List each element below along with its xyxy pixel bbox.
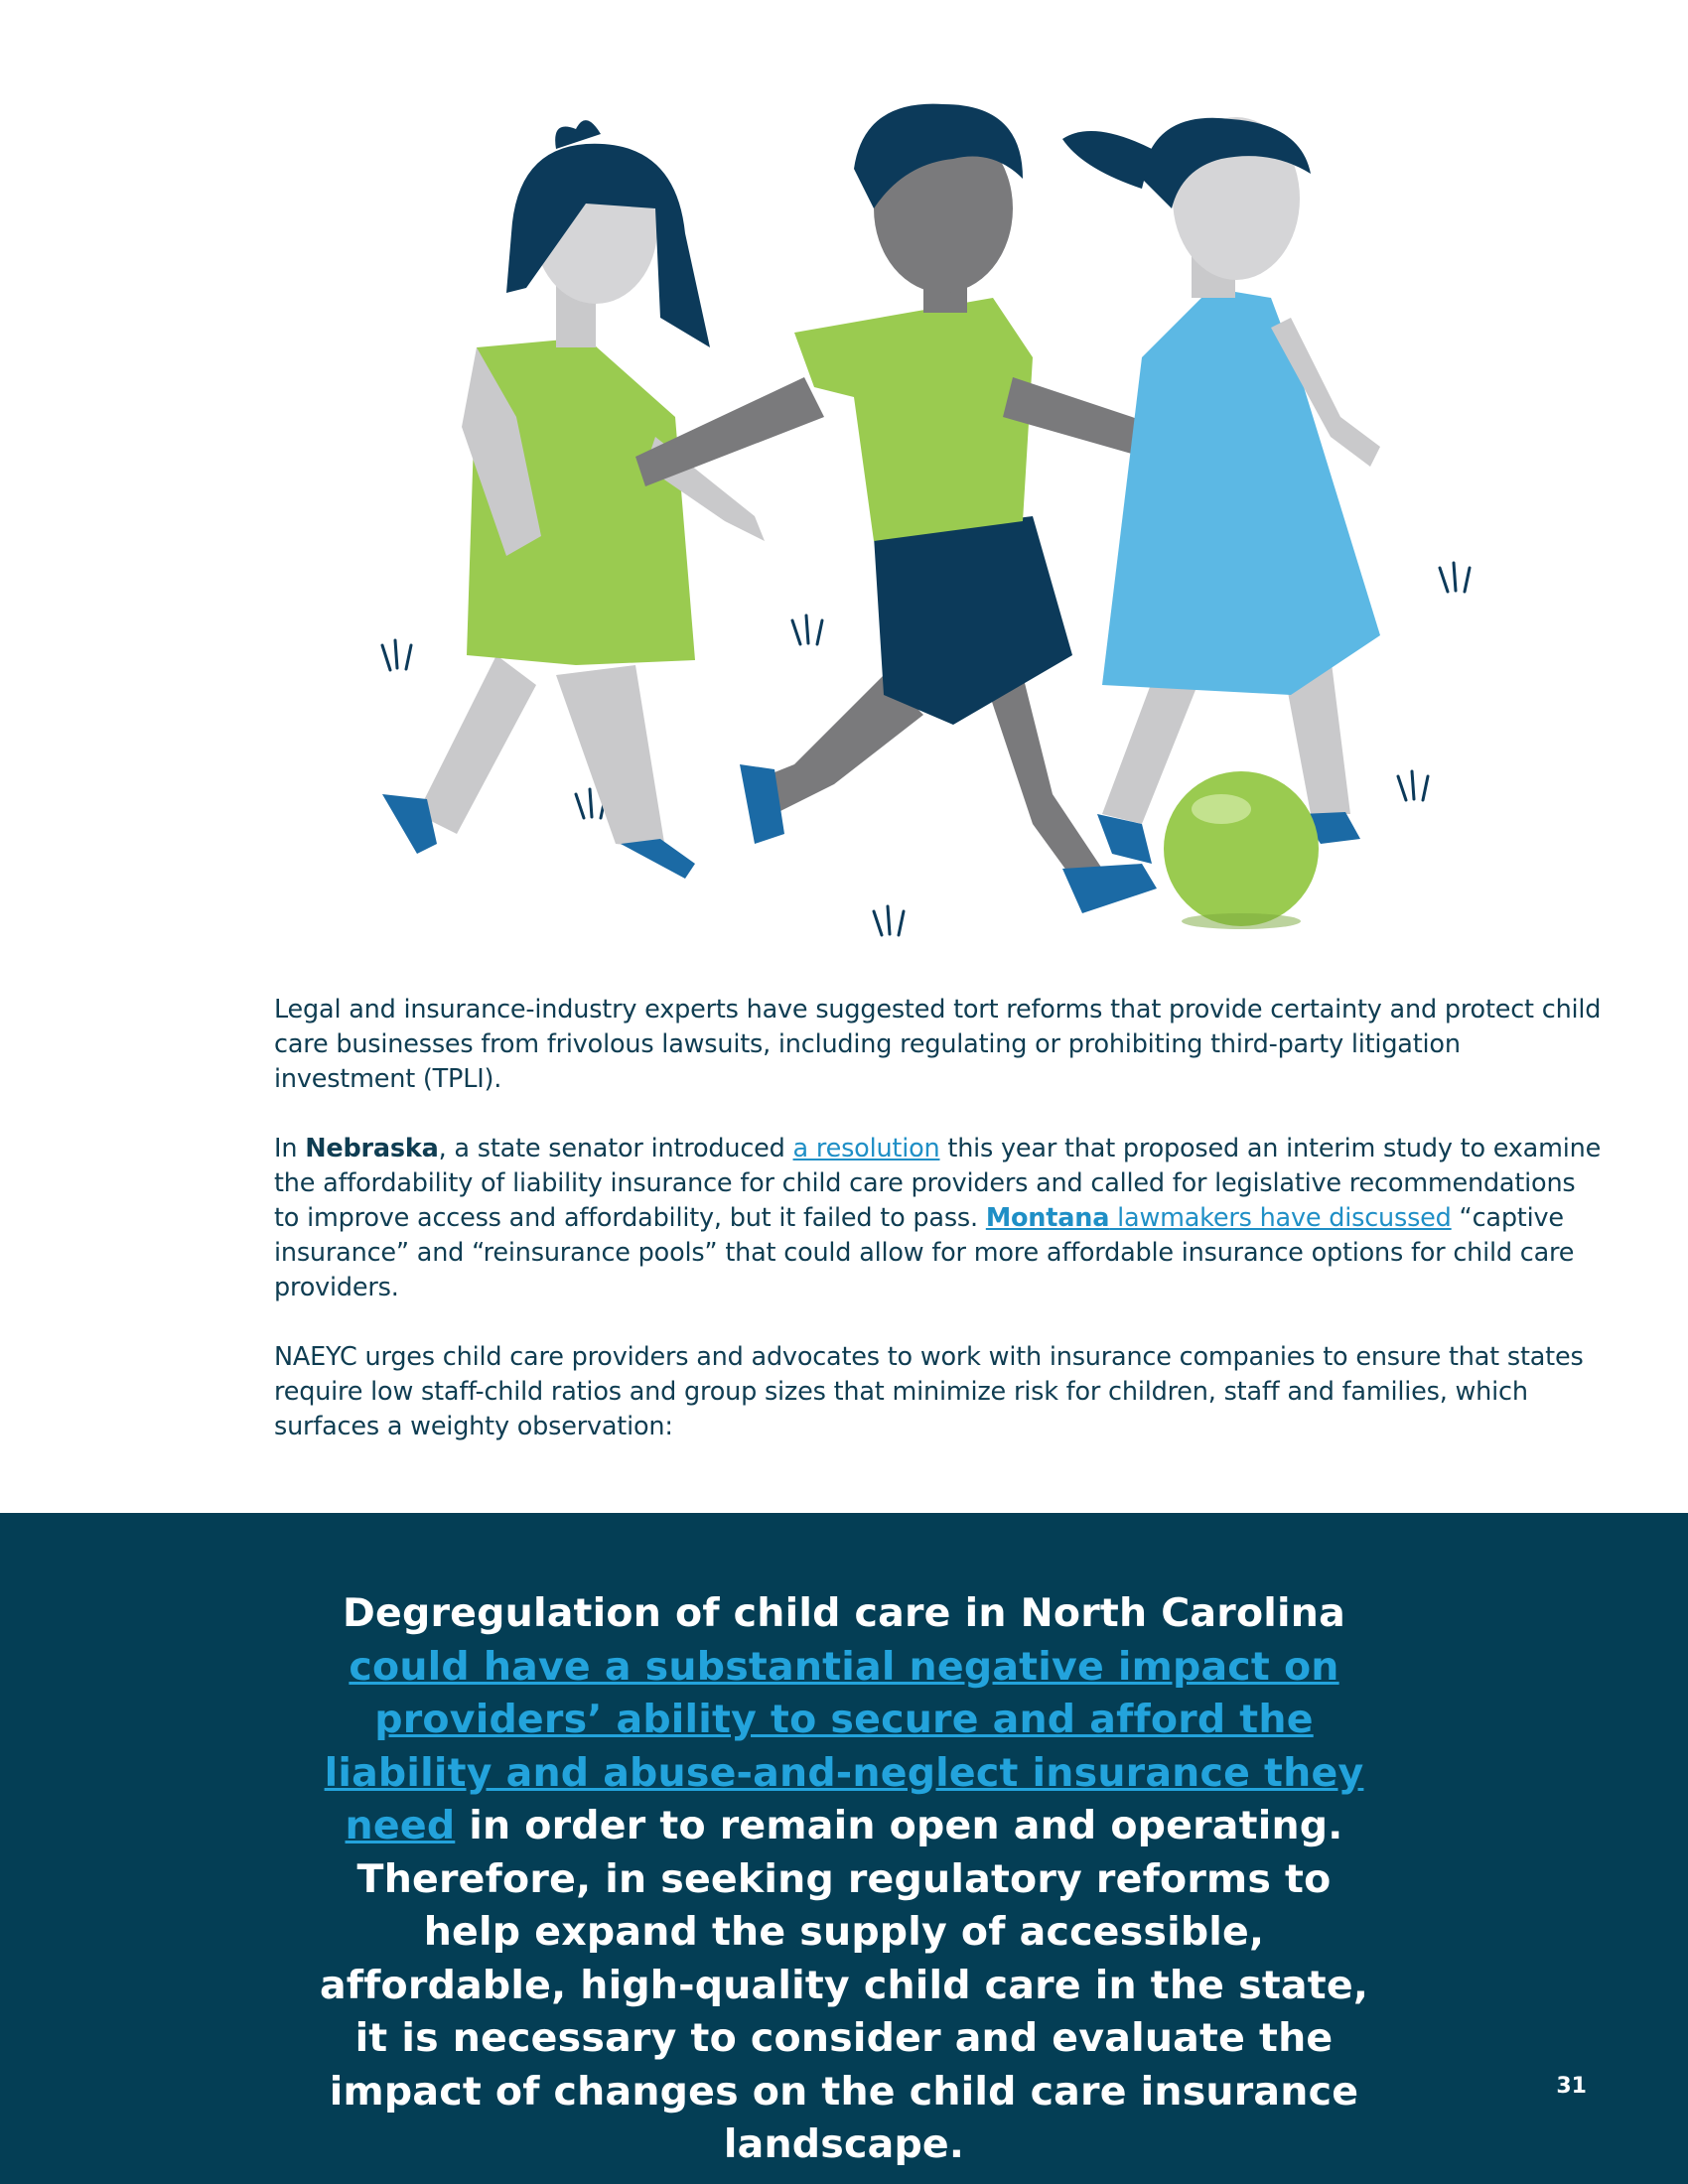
text-in: In <box>274 1134 306 1163</box>
paragraph-tort-reforms: Legal and insurance-industry experts have suggested tort reforms that provide certainty and protect child care businesses from frivolous lawsuits, including regulating or prohibiting third-party litigation investment (TPLI). <box>274 995 1602 1094</box>
callout-lead: Degregulation of child care in North Carolina <box>343 1590 1345 1636</box>
callout-link-insurance-impact[interactable]: could have a substantial negative impact on providers’ ability to secure and afford the liability and abuse-and-neglect insurance they need <box>324 1643 1364 1848</box>
girl-blue-dress <box>1062 117 1380 864</box>
state-montana: Montana <box>985 1203 1110 1233</box>
state-nebraska: Nebraska <box>305 1134 439 1163</box>
callout-rest: in order to remain open and operating. Therefore, in seeking regulatory reforms to help expand the supply of accessible, affordable, high-quality child care in the state, it is necessary to consider and evaluate the impact of changes on the child care insurance landscape. <box>319 1803 1369 2167</box>
paragraph-nebraska-montana <box>274 1132 1605 1305</box>
link-a-resolution[interactable]: a resolution <box>792 1134 940 1163</box>
body-text <box>274 993 1605 1479</box>
link-lawmakers-discussed: lawmakers have discussed <box>1109 1203 1452 1233</box>
callout-text <box>308 1587 1380 2172</box>
text-captive-insurance: “captive insurance” and “reinsurance pools” that could allow for more affordable insurance options for child care providers. <box>274 1203 1575 1302</box>
girl-green-dress <box>382 120 765 879</box>
soccer-ball <box>1164 771 1319 929</box>
link-montana-lawmakers[interactable] <box>986 1203 1452 1233</box>
text-senator: , a state senator introduced <box>438 1134 793 1163</box>
callout-banner <box>0 1513 1688 2184</box>
text-interim-study: this year that proposed an interim study to examine the affordability of liability insurance for child care providers and called for legislative recommendations to improve access and affordability, but it failed to pass. <box>274 1134 1602 1233</box>
paragraph-naeyc: NAEYC urges child care providers and advocates to work with insurance companies to ensure that states require low staff-child ratios and group sizes that minimize risk for children, staff and families, which surfaces a weighty observation: <box>274 1342 1584 1441</box>
children-playing-illustration <box>0 0 1688 953</box>
page-number: 31 <box>1556 2074 1587 2099</box>
